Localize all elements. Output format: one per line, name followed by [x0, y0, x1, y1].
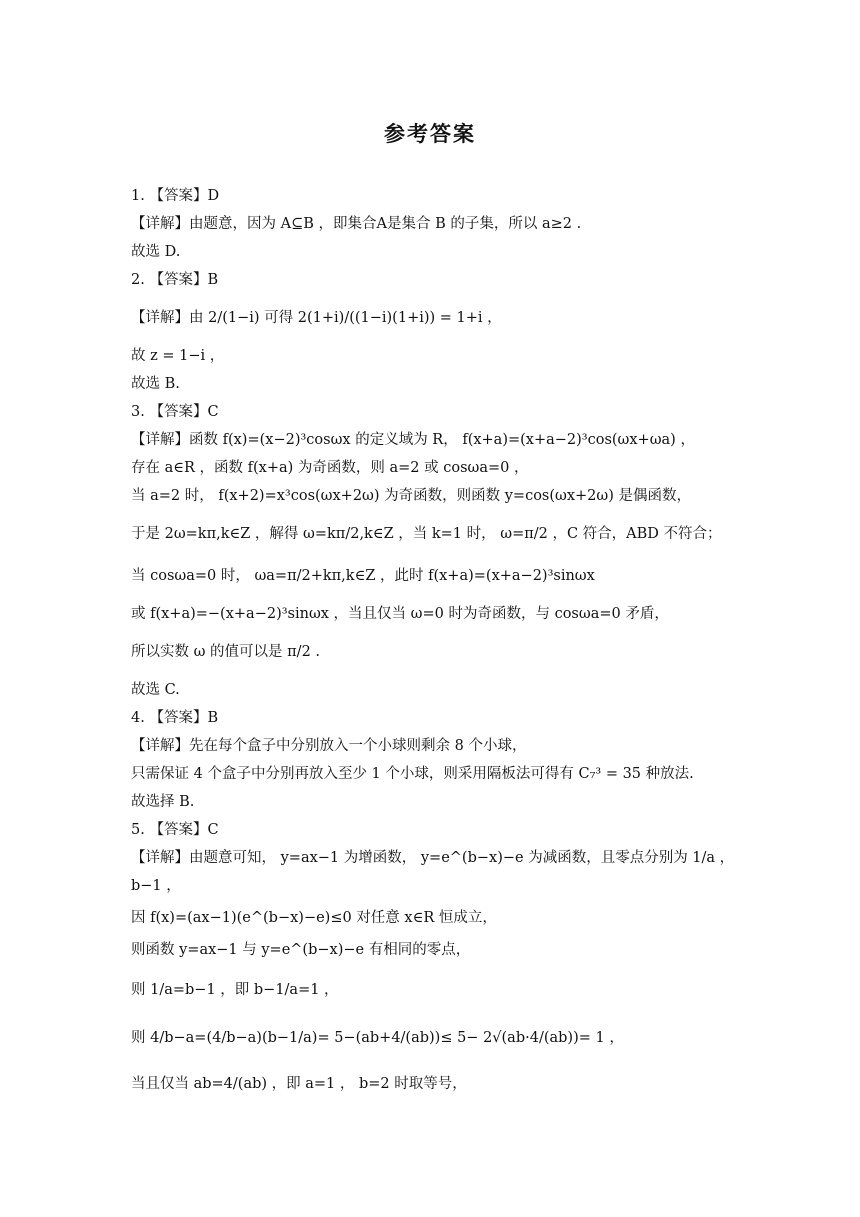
answer-line: b−1 ，: [131, 878, 181, 894]
answer-line: 【详解】由题意，因为 A⊆B ，即集合A是集合 B 的子集，所以 a≥2 .: [131, 216, 582, 232]
answer-line: 故选 D.: [131, 244, 181, 260]
answer-line: 当 a=2 时， f(x+2)=x³cos(ωx+2ω) 为奇函数，则函数 y=cos(ωx+2ω) 是偶函数，: [131, 488, 691, 504]
answer-line: 因 f(x)=(ax−1)(e^(b−x)−e)≤0 对任意 x∈R 恒成立，: [131, 910, 497, 926]
answer-line: 5. 【答案】C: [131, 822, 219, 838]
answer-line: 故选 B.: [131, 376, 180, 392]
answer-line: 【详解】先在每个盒子中分别放入一个小球则剩余 8 个小球，: [131, 738, 527, 754]
answer-line: 当 cosωa=0 时， ωa=π/2+kπ,k∈Z ，此时 f(x+a)=(x+a−2)³sinωx: [131, 568, 595, 584]
answer-line: 【详解】由 2/(1−i) 可得 2(1+i)/((1−i)(1+i)) = 1+i ，: [131, 310, 502, 326]
answer-line: 【详解】函数 f(x)=(x−2)³cosωx 的定义域为 R， f(x+a)=(x+a−2)³cos(ωx+ωa) ，: [131, 432, 695, 448]
answer-line: 则函数 y=ax−1 与 y=e^(b−x)−e 有相同的零点，: [131, 942, 471, 958]
answer-line: 存在 a∈R ，函数 f(x+a) 为奇函数，则 a=2 或 cosωa=0 ，: [131, 460, 529, 476]
answer-line: 2. 【答案】B: [131, 272, 219, 288]
answer-line: 故选择 B.: [131, 794, 195, 810]
answer-line: 只需保证 4 个盒子中分别再放入至少 1 个小球，则采用隔板法可得有 C₇³ = 35 种放法.: [131, 766, 694, 782]
answer-line: 当且仅当 ab=4/(ab) ，即 a=1 ， b=2 时取等号，: [131, 1076, 467, 1092]
answer-line: 【详解】由题意可知， y=ax−1 为增函数， y=e^(b−x)−e 为减函数，且零点分别为 1/a ，: [131, 850, 735, 866]
answer-line: 则 4/b−a=(4/b−a)(b−1/a)= 5−(ab+4/(ab))≤ 5− 2√(ab·4/(ab))= 1 ，: [131, 1030, 624, 1046]
answer-line: 4. 【答案】B: [131, 710, 219, 726]
page-title: 参考答案: [384, 122, 476, 146]
answer-line: 故选 C.: [131, 682, 180, 698]
answer-line: 所以实数 ω 的值可以是 π/2 .: [131, 644, 321, 660]
answer-line: 或 f(x+a)=−(x+a−2)³sinωx ，当且仅当 ω=0 时为奇函数，与 cosωa=0 矛盾，: [131, 606, 669, 622]
answer-line: 则 1/a=b−1 ，即 b−1/a=1 ，: [131, 982, 339, 998]
answer-line: 于是 2ω=kπ,k∈Z ，解得 ω=kπ/2,k∈Z ，当 k=1 时， ω=π/2 ，C 符合，ABD 不符合；: [131, 526, 722, 542]
answer-line: 3. 【答案】C: [131, 404, 219, 420]
answer-line: 故 z = 1−i ，: [131, 348, 225, 364]
answer-line: 1. 【答案】D: [131, 188, 220, 204]
